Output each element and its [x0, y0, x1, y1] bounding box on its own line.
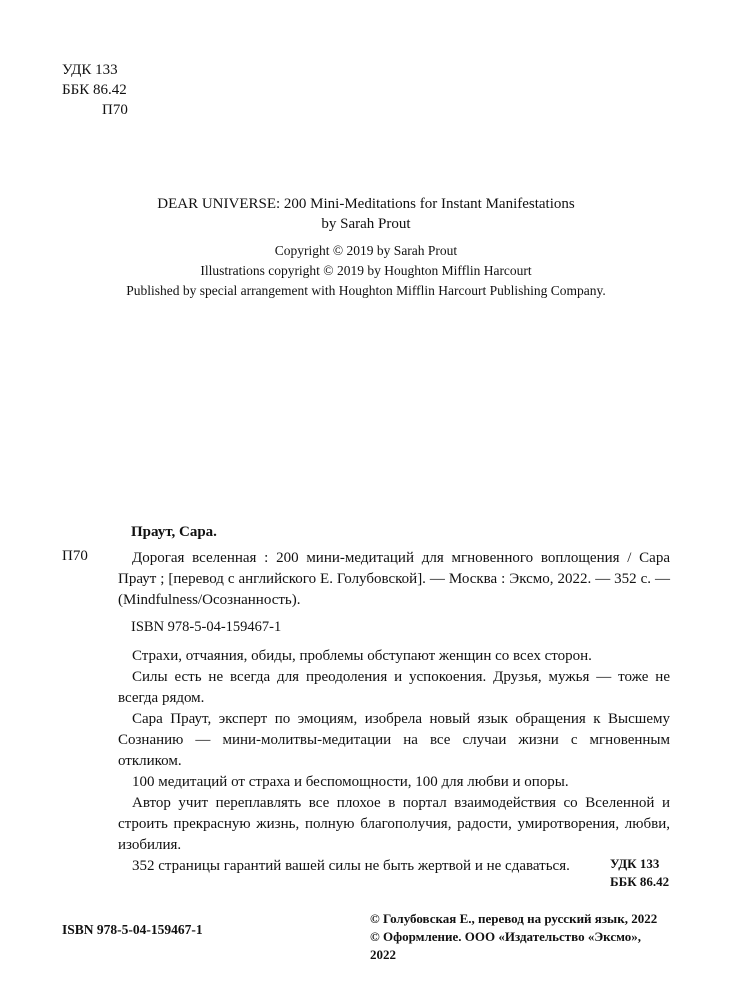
isbn-footer: ISBN 978-5-04-159467-1	[62, 922, 203, 937]
author-mark: П70	[102, 102, 128, 118]
annotation-paragraph: Сара Праут, эксперт по эмоциям, изобрела новый язык обращения к Высшему Сознанию — мини-молитвы-медитации на все случаи жизни с мгновенным откликом.	[118, 711, 670, 769]
publishing-arrangement-line: Published by special arrangement with Houghton Mifflin Harcourt Publishing Company.	[126, 283, 606, 298]
original-title: DEAR UNIVERSE: 200 Mini-Meditations for Instant Manifestations	[157, 196, 575, 212]
udk-bbk-block-top	[62, 60, 128, 120]
bibliographic-heading: Праут, Сара.	[131, 524, 217, 540]
annotation-paragraph: 100 медитаций от страха и беспомощности, 100 для любви и опоры.	[132, 774, 569, 790]
annotation	[118, 646, 670, 877]
udk-bbk-block-bottom	[610, 855, 670, 891]
udk-code: УДК 133	[610, 856, 660, 871]
rights-notice	[370, 910, 670, 964]
annotation-paragraph: Страхи, отчаяния, обиды, проблемы обступают женщин со всех сторон.	[132, 648, 592, 664]
isbn-inline: ISBN 978-5-04-159467-1	[131, 619, 282, 635]
annotation-paragraph: 352 страницы гарантий вашей силы не быть жертвой и не сдаваться.	[132, 858, 570, 874]
design-rights: © Оформление. ООО «Издательство «Эксмо», 2022	[370, 929, 642, 962]
bibliographic-code: П70	[62, 548, 88, 564]
translation-rights: © Голубовская Е., перевод на русский язык, 2022	[370, 911, 658, 926]
illustrations-copyright-line: Illustrations copyright © 2019 by Houghton Mifflin Harcourt	[200, 263, 532, 278]
udk-code: УДК 133	[62, 62, 118, 78]
copyright-block	[0, 194, 732, 301]
annotation-paragraph: Силы есть не всегда для преодоления и успокоения. Друзья, мужья — тоже не всегда рядом.	[118, 669, 670, 706]
bbk-code: ББК 86.42	[610, 874, 670, 889]
original-author: by Sarah Prout	[321, 216, 411, 232]
annotation-paragraph: Автор учит переплавлять все плохое в портал взаимодействия со Вселенной и строить прекрасную жизнь, полную благополучия, радости, умиротворения, любви, изобилия.	[118, 795, 670, 853]
copyright-line: Copyright © 2019 by Sarah Prout	[274, 243, 458, 258]
bbk-code: ББК 86.42	[62, 82, 127, 98]
bibliographic-entry: Дорогая вселенная : 200 мини-медитаций для мгновенного воплощения / Сара Праут ; [перевод с английского Е. Голубовской]. — Москва : Эксмо, 2022. — 352 с. — (Mindfulness/Осознанность).	[118, 550, 670, 608]
